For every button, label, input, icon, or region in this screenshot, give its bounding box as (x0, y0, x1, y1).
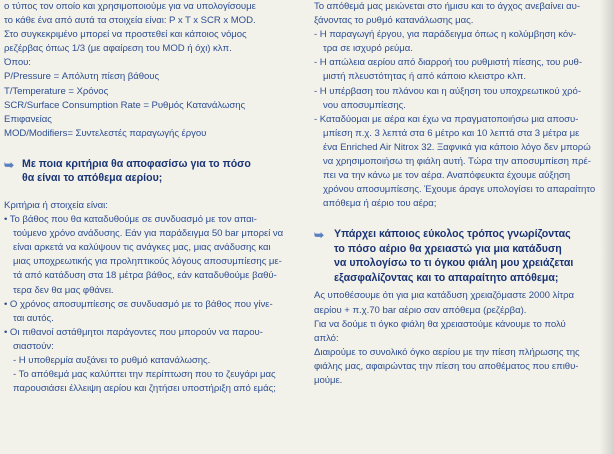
text-line: Στο συγκεκριμένο μπορεί να προστεθεί και κάποιος νόμος (4, 29, 247, 41)
text-line: P/Pressure = Απόλυτη πίεση βάθους (4, 71, 160, 83)
text-line: χρόνου αποσυμπίεσης. Έχουμε άραγε υπολογίσει το απαραίτητο (323, 184, 596, 196)
section-heading (4, 157, 304, 186)
text-line: - Το απόθεμά μας καλύπτει την περίπτωση που το ζευγάρι μας (13, 369, 276, 381)
text-line: σιαστούν: (13, 340, 54, 352)
text-line: ται αυτός. (13, 312, 54, 324)
arrow-bullet-icon: ➥ (314, 228, 325, 243)
text-line: φιάλης μας, αφαιρώντας την πίεση του αποθέματος που επιθυ- (314, 360, 579, 372)
text-line: - Η παραγωγή έργου, για παράδειγμα όπως η κολύμβηση κόν- (314, 29, 577, 41)
section-heading (314, 227, 610, 285)
heading-line: το πόσο αέριο θα χρειαστώ για μια κατάδυση (334, 242, 562, 255)
text-line: - Η απώλεια αερίου από διαρροή του ρυθμιστή πίεσης, του ρυθ- (314, 57, 582, 69)
factors-paragraph (314, 0, 610, 211)
text-line: μιας υποχρεωτικής για προληπτικούς λόγους αποσυμπίεσης με- (13, 256, 282, 268)
text-line: μούμε. (314, 374, 343, 386)
heading-line: να υπολογίσω το τι όγκου φιάλη μου χρειάζεται (334, 257, 574, 270)
text-line: τά από κατάδυση στα 18 μέτρα βάθος, εάν καταδυθούμε βαθύ- (13, 270, 277, 282)
text-line: τούμενο χρόνο ανάδυσης. Εάν για παράδειγμα 50 bar μπορεί να (13, 228, 284, 240)
left-column (4, 0, 304, 396)
text-line: να χρησιμοποιήσω τη φιάλη αυτή. Τώρα την αποσυμπίεση πρέ- (323, 156, 591, 168)
text-line: Το απόθεμά μας μειώνεται στο ήμισυ και το άγχος ανεβαίνει αυ- (314, 1, 580, 12)
text-line: είναι αρκετά να καλύψουν τις ανάγκες μας, μιας ανάδυσης και (13, 242, 271, 254)
page-edge-shadow (600, 0, 614, 454)
text-line: • Το βάθος που θα καταδυθούμε σε συνδυασμό με τον απαι- (4, 214, 257, 226)
spacer (4, 141, 304, 155)
text-line: - Η υποθερμία αυξάνει το ρυθμό κατανάλωσης. (13, 354, 211, 366)
text-line: • Ο χρόνος αποσυμπίεσης σε συνδυασμό με το βάθος που γίνε- (4, 298, 273, 310)
text-line: Διαιρούμε το συνολικό όγκο αερίου με την πίεση πλήρωσης της (314, 346, 580, 358)
text-line: T/Temperature = Χρόνος (4, 85, 109, 97)
arrow-bullet-icon: ➥ (4, 157, 15, 172)
heading-line: Υπάρχει κάποιος εύκολος τρόπος γνωρίζοντας (334, 228, 571, 241)
heading-line: Με ποια κριτήρια θα αποφασίσω για το πόσο (22, 157, 251, 170)
text-line: απλό: (314, 332, 339, 344)
text-line: απόθεμα ή αέριο του αέρα; (323, 198, 437, 210)
text-line: Κριτήρια ή στοιχεία είναι: (4, 199, 108, 211)
text-line: πει να την κάνω με τον αέρα. Αναπόφευκτα έχουμε αύξηση (323, 170, 571, 182)
text-line: • Οι πιθανοί αστάθμητοι παράγοντες που μπορούν να παρου- (4, 326, 263, 338)
text-line: μπίεση π.χ. 3 λεπτά στα 6 μέτρο και 10 λεπτά στα 3 μέτρα με (323, 127, 580, 139)
text-line: τρα σε ισχυρό ρεύμα. (323, 43, 413, 55)
text-line: Ας υποθέσουμε ότι για μια κατάδυση χρειαζόμαστε 2000 λίτρα (314, 290, 575, 302)
spacer (4, 190, 304, 199)
text-line: παρουσιάσει έλλειψη αερίου και ζητήσει υποστήριξη από εμάς; (13, 383, 276, 395)
text-line: SCR/Surface Consumption Rate = Ρυθμός Κατανάλωσης (4, 99, 246, 111)
example-paragraph (314, 289, 610, 388)
text-line: - Η υπέρβαση του πλάνου και η αύξηση του υποχρεωτικού χρό- (314, 85, 581, 97)
text-line: ξάνοντας το ρυθμό κατανάλωσης μας. (314, 15, 474, 27)
text-line: Όπου: (4, 57, 31, 69)
text-line: ρεζέρβας όπως 1/3 (με αφαίρεση του MOD ή όχι) κλπ. (4, 43, 232, 55)
text-line: Επιφανείας (4, 113, 52, 125)
text-line: μιστή πλευστότητας ή από κάποιο κλειστρο κλπ. (323, 71, 526, 83)
text-line: τερα δεν θα μας φθάνει. (13, 284, 114, 296)
criteria-paragraph (4, 199, 304, 396)
spacer (314, 211, 610, 225)
right-column (314, 0, 610, 388)
text-line: MOD/Modifiers= Συντελεστές παραγωγής έργου (4, 127, 207, 139)
text-line: ο τύπος τον οποίο και χρησιμοποιούμε για να υπολογίσουμε (4, 1, 256, 12)
text-line: ένα Enriched Air Nitrox 32. Ξαφνικά για κάποιο λόγο δεν μπορώ (323, 141, 591, 153)
text-line: - Καταδύομαι με αέρα και έχω να πραγματοποιήσω μια αποσυ- (314, 113, 579, 125)
text-line: το κάθε ένα από αυτά τα στοιχεία είναι: P x T x SCR x MOD. (4, 15, 256, 27)
heading-line: εξασφαλίζοντας και το απαραίτητο απόθεμα; (334, 271, 559, 284)
text-line: αερίου + π.χ.70 bar αέριο σαν απόθεμα (ρεζέρβα). (314, 304, 527, 316)
text-line: νου αποσυμπίεσης. (323, 99, 406, 111)
heading-line: θα είναι το απόθεμα αερίου; (22, 172, 163, 185)
text-line: Για να δούμε τι όγκο φιάλη θα χρειαστούμε κάνουμε το πολύ (314, 318, 566, 330)
formula-paragraph (4, 0, 304, 141)
